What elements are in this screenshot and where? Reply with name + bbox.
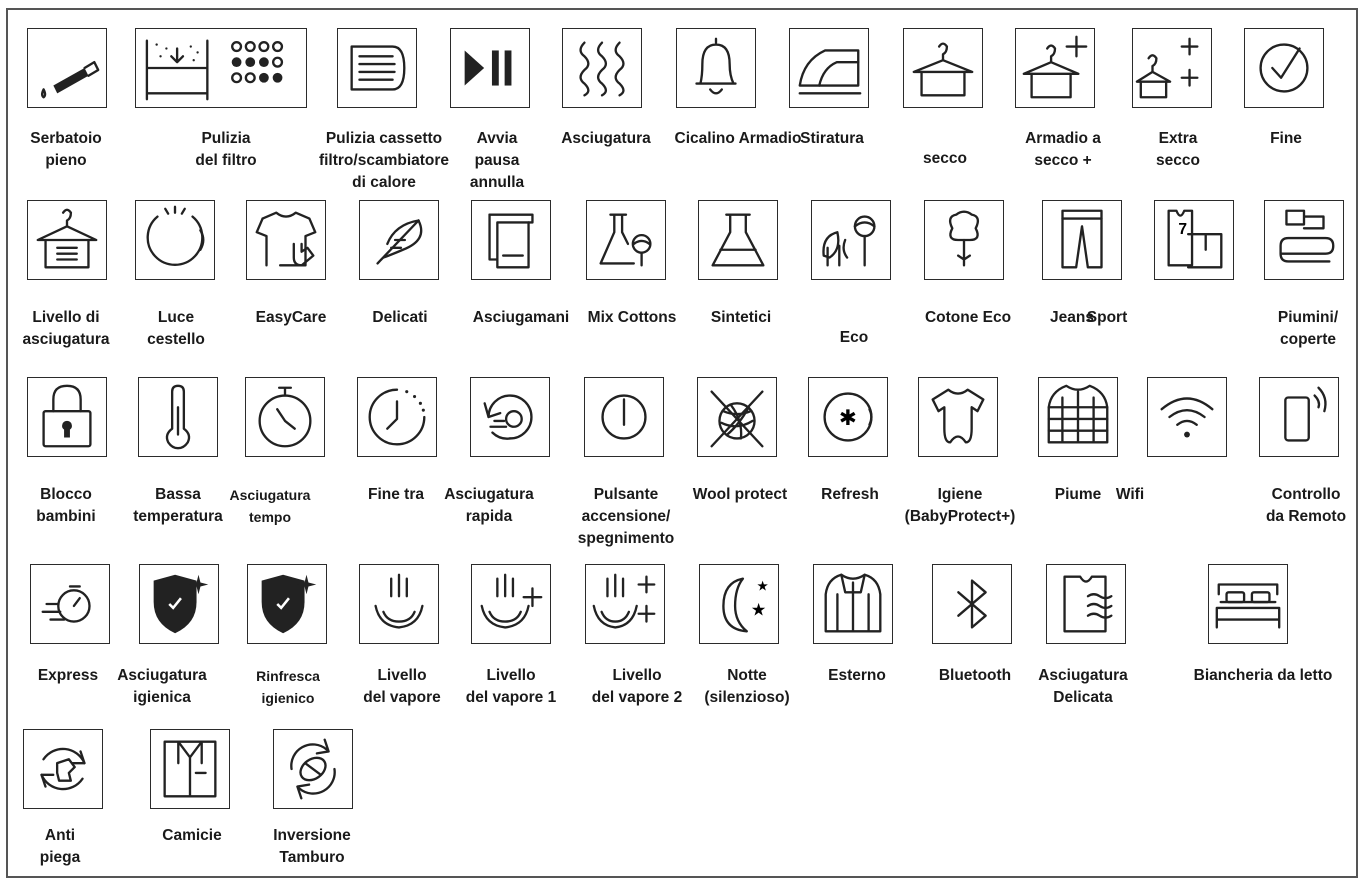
symbol-label: [256, 665, 320, 709]
symbol-label-line: Notte: [727, 667, 767, 684]
symbol-label: [800, 128, 864, 150]
symbol-label: [273, 825, 351, 869]
symbol-label-line: Extra: [1158, 130, 1198, 147]
symbol-label-line: Rinfresca: [256, 668, 320, 684]
sport-clothes-icon: [1154, 200, 1234, 280]
bed-icon: [1208, 564, 1288, 644]
symbol-label: [561, 128, 651, 150]
towel-icon: [471, 200, 551, 280]
symbol-label: [22, 307, 109, 351]
symbol-label: [466, 665, 556, 709]
symbol-label-line: Luce: [157, 309, 195, 326]
symbol-label: [444, 484, 534, 528]
symbol-label: [162, 825, 221, 847]
symbol-label: [675, 128, 802, 150]
symbol-label: [840, 327, 868, 349]
wifi-icon: [1147, 377, 1227, 457]
symbol-label: [1270, 128, 1302, 150]
shield-sparkle-icon: [247, 564, 327, 644]
symbol-label: [368, 484, 424, 506]
symbol-label: [230, 484, 311, 528]
symbol-label: [1025, 128, 1101, 172]
quick-cycle-icon: [470, 377, 550, 457]
svg-text:✱: ✱: [839, 405, 857, 431]
symbol-label-line: da Remoto: [1265, 508, 1347, 525]
symbol-label-line: Jeans: [1050, 309, 1094, 326]
symbol-label-line: Fine: [1270, 130, 1302, 147]
duvet-icon: [1264, 200, 1344, 280]
symbol-label-line: Controllo: [1271, 486, 1341, 503]
symbol-label: [821, 484, 879, 506]
down-jacket-icon: [1038, 377, 1118, 457]
flask-cotton-icon: [586, 200, 666, 280]
symbol-label-line: Cicalino Armadio: [674, 130, 802, 147]
fan-icon: [808, 377, 888, 457]
symbol-label-line: di calore: [352, 174, 416, 191]
symbol-label: [256, 307, 327, 329]
symbol-label-line: Anti: [44, 827, 76, 844]
symbol-label-line: rapida: [465, 508, 513, 525]
symbol-label-line: Sintetici: [710, 309, 772, 326]
symbol-label: [1194, 665, 1333, 687]
symbol-label-line: del vapore 2: [591, 689, 683, 706]
symbol-label: [470, 128, 524, 194]
symbol-label-line: Blocco: [40, 486, 92, 503]
feather-icon: [359, 200, 439, 280]
filter-cleaning-icon: [135, 28, 307, 108]
symbol-label: [1055, 484, 1102, 506]
symbol-label-line: Esterno: [828, 667, 886, 684]
symbol-label-line: tempo: [248, 509, 291, 525]
shield-sparkle-icon: [139, 564, 219, 644]
symbol-label: [147, 307, 205, 351]
symbol-label-line: Livello: [486, 667, 536, 684]
stopwatch-icon: [245, 377, 325, 457]
symbol-label: [1038, 665, 1128, 709]
symbol-label: [939, 665, 1011, 687]
symbol-label-line: Armadio a: [1025, 130, 1101, 147]
symbol-label: [363, 665, 441, 709]
leaf-cotton-icon: [811, 200, 891, 280]
symbol-label-line: igienica: [133, 689, 191, 706]
flask-icon: [698, 200, 778, 280]
symbol-label: [372, 307, 427, 329]
folded-shirt-icon: [150, 729, 230, 809]
svg-text:★: ★: [750, 600, 767, 621]
iron-icon: [789, 28, 869, 108]
symbol-label: [693, 484, 787, 506]
symbol-label-line: Livello: [377, 667, 427, 684]
symbol-label-line: del filtro: [195, 152, 257, 169]
symbol-label: [925, 307, 1011, 329]
symbol-label-line: coperte: [1279, 331, 1336, 348]
hanger-plus-icon: [1015, 28, 1095, 108]
svg-text:7: 7: [1178, 221, 1188, 239]
symbol-label-line: Biancheria da letto: [1193, 667, 1333, 684]
symbol-label-line: Asciugamani: [472, 309, 570, 326]
shirt-sock-icon: [246, 200, 326, 280]
symbol-label-line: Asciugatura: [229, 487, 311, 503]
symbol-label: [133, 484, 223, 528]
cotton-flower-icon: [924, 200, 1004, 280]
clock-dotted-icon: [357, 377, 437, 457]
drying-waves-icon: [562, 28, 642, 108]
symbol-label-line: EasyCare: [255, 309, 327, 326]
symbol-label-line: annulla: [469, 174, 525, 191]
thermometer-icon: [138, 377, 218, 457]
symbol-label-line: Piume: [1054, 486, 1102, 503]
bluetooth-icon: [932, 564, 1012, 644]
power-icon: [584, 377, 664, 457]
symbol-label-line: secco +: [1034, 152, 1092, 169]
symbol-label-line: piega: [39, 849, 81, 866]
symbol-label-line: Asciugatura: [444, 486, 534, 503]
drum-reverse-icon: [273, 729, 353, 809]
symbol-label: [319, 128, 449, 194]
remote-phone-icon: [1259, 377, 1339, 457]
symbol-label-line: Tamburo: [279, 849, 345, 866]
symbol-label-line: Express: [37, 667, 99, 684]
symbol-label-line: Mix Cottons: [587, 309, 677, 326]
symbol-label: [1156, 128, 1200, 172]
symbol-label-line: Stiratura: [800, 130, 864, 147]
symbol-label: [1266, 484, 1346, 528]
symbol-label: [1087, 307, 1127, 329]
drawer-heat-exchanger-icon: [337, 28, 417, 108]
symbol-label-line: (BabyProtect+): [904, 508, 1016, 525]
symbol-label-line: Camicie: [162, 827, 222, 844]
symbol-label-line: Eco: [839, 329, 869, 346]
symbol-label-line: Asciugatura: [1038, 667, 1128, 684]
drum-light-icon: [135, 200, 215, 280]
symbol-label-line: bambini: [36, 508, 96, 525]
symbol-label-line: (silenzioso): [704, 689, 790, 706]
symbol-label: [923, 148, 967, 170]
symbol-label-line: Avvia: [476, 130, 518, 147]
symbol-label-line: Asciugatura: [561, 130, 651, 147]
symbol-label: [38, 665, 98, 687]
symbol-label-line: Fine tra: [368, 486, 424, 503]
symbol-label-line: Piumini/: [1277, 309, 1339, 326]
symbol-label-line: Livello di: [32, 309, 100, 326]
symbol-label-line: secco: [1156, 152, 1200, 169]
symbol-label-line: Livello: [612, 667, 662, 684]
express-timer-icon: [30, 564, 110, 644]
wool-ball-icon: [697, 377, 777, 457]
symbol-label-line: temperatura: [133, 508, 223, 525]
symbol-label: [828, 665, 886, 687]
symbol-label-line: pausa: [474, 152, 520, 169]
steam-plus-icon: [471, 564, 551, 644]
symbol-label-line: cestello: [147, 331, 205, 348]
symbol-label-line: del vapore: [363, 689, 441, 706]
steam-icon: [359, 564, 439, 644]
symbol-label-line: secco: [923, 150, 967, 167]
symbol-label: [40, 825, 80, 869]
symbol-label: [195, 128, 256, 172]
symbol-label-line: Refresh: [821, 486, 879, 503]
symbol-label-line: pieno: [45, 152, 87, 169]
play-pause-icon: [450, 28, 530, 108]
symbol-label-line: del vapore 1: [465, 689, 557, 706]
jeans-icon: [1042, 200, 1122, 280]
symbol-label: [592, 665, 682, 709]
jacket-icon: [813, 564, 893, 644]
symbol-label-line: Wifi: [1115, 486, 1145, 503]
delicate-garment-icon: [1046, 564, 1126, 644]
symbol-label-line: Cotone Eco: [924, 309, 1012, 326]
check-circle-icon: [1244, 28, 1324, 108]
bell-icon: [676, 28, 756, 108]
symbol-label-line: Inversione: [273, 827, 351, 844]
symbol-label-line: accensione/: [581, 508, 671, 525]
hanger-double-plus-icon: [1132, 28, 1212, 108]
symbol-label: [905, 484, 1016, 528]
symbol-label: [473, 307, 569, 329]
symbol-label-line: Pulizia: [201, 130, 251, 147]
steam-double-plus-icon: [585, 564, 665, 644]
symbol-label-line: Pulizia cassetto: [325, 130, 443, 147]
symbol-label-line: spegnimento: [577, 530, 675, 547]
symbol-label-line: filtro/scambiatore: [318, 152, 450, 169]
anti-crease-icon: [23, 729, 103, 809]
lock-icon: [27, 377, 107, 457]
symbol-label: [36, 484, 95, 528]
symbol-label-line: Igiene: [937, 486, 983, 503]
svg-text:★: ★: [756, 578, 769, 595]
symbol-label: [704, 665, 789, 709]
symbol-label-line: Delicata: [1053, 689, 1113, 706]
symbol-label-line: Asciugatura: [117, 667, 207, 684]
symbol-label-line: Sport: [1086, 309, 1128, 326]
symbol-label-line: igienico: [261, 690, 315, 706]
symbol-label-line: Pulsante: [593, 486, 659, 503]
symbol-label-line: Wool protect: [692, 486, 788, 503]
hanger-icon: [903, 28, 983, 108]
hanger-lines-icon: [27, 200, 107, 280]
symbol-label: [30, 128, 101, 172]
symbol-label-line: asciugatura: [22, 331, 110, 348]
symbol-label: [117, 665, 207, 709]
symbol-label-line: Delicati: [372, 309, 428, 326]
symbol-label: [1278, 307, 1338, 351]
symbol-label-line: Bluetooth: [938, 667, 1012, 684]
symbol-label: [1116, 484, 1144, 506]
symbol-label: [578, 484, 674, 550]
water-tank-full-icon: [27, 28, 107, 108]
moon-stars-icon: [699, 564, 779, 644]
symbol-label-line: Serbatoio: [30, 130, 102, 147]
symbol-label: [711, 307, 771, 329]
symbol-label: [588, 307, 677, 329]
baby-body-icon: [918, 377, 998, 457]
symbol-label-line: Bassa: [155, 486, 201, 503]
